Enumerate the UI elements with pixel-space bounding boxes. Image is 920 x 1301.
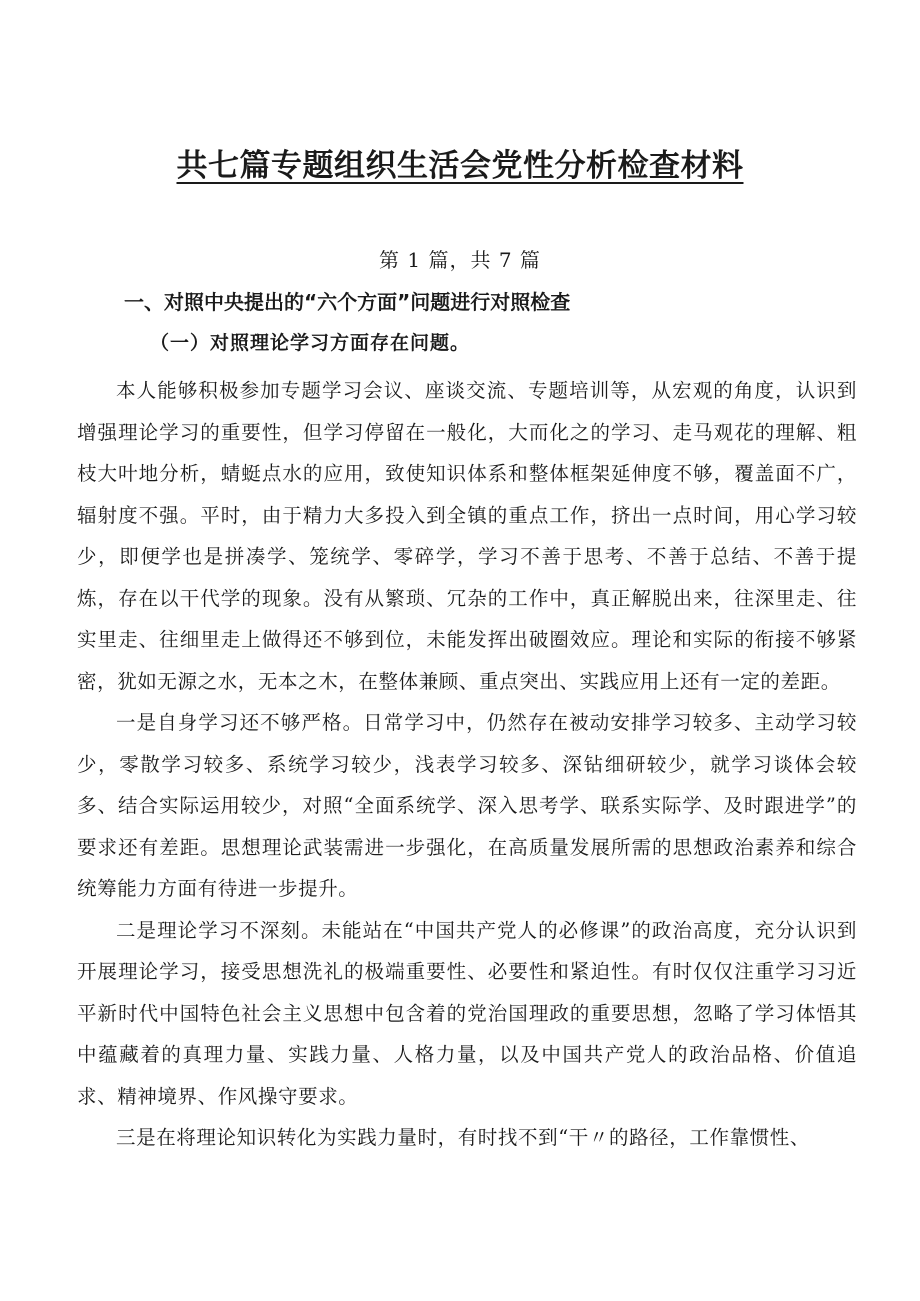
section-heading: 一、对照中央提出的“六个方面”问题进行对照检查 [124,290,571,314]
paragraph: 本人能够积极参加专题学习会议、座谈交流、专题培训等，从宏观的角度，认识到增强理论学习的重要性，但学习停留在一般化，大而化之的学习、走马观花的理解、粗枝大叶地分析，蜻蜓点水的应用，致使知识体系和整体框架延伸度不够，覆盖面不广，辐射度不强。平时，由于精力大多投入到全镇的重点工作，挤出一点时间，用心学习较少，即便学也是拼凑学、笼统学、零碎学，学习不善于思考、不善于总结、不善于提炼，存在以干代学的现象。没有从繁琐、冗杂的工作中，真正解脱出来，往深里走、往实里走、往细里走上做得还不够到位，未能发挥出破圈效应。理论和实际的衔接不够紧密，犹如无源之水，无本之木，在整体兼顾、重点突出、实践应用上还有一定的差距。 [77,379,857,693]
subsection-heading: （一）对照理论学习方面存在问题。 [150,332,471,354]
paragraph: 二是理论学习不深刻。未能站在“中国共产党人的必修课”的政治高度，充分认识到开展理论学习，接受思想洗礼的极端重要性、必要性和紧迫性。有时仅仅注重学习习近平新时代中国特色社会主义思想中包含着的党治国理政的重要思想，忽略了学习体悟其中蕴藏着的真理力量、实践力量、人格力量，以及中国共产党人的政治品格、价值追求、精神境界、作风操守要求。 [77,918,857,1108]
paragraph: 一是自身学习还不够严格。日常学习中，仍然存在被动安排学习较多、主动学习较少，零散学习较多、系统学习较少，浅表学习较多、深钻细研较少，就学习谈体会较多、结合实际运用较少，对照“全面系统学、深入思考学、联系实际学、及时跟进学”的要求还有差距。思想理论武装需进一步强化，在高质量发展所需的思想政治素养和综合统筹能力方面有待进一步提升。 [77,711,857,900]
paragraph: 三是在将理论知识转化为实践力量时，有时找不到“干〃的路径，工作靠惯性、 [116,1126,810,1149]
document-title [0,140,920,185]
document-body [77,370,857,1159]
part-label: 第 1 篇，共 7 篇 [379,248,541,272]
document-title-text: 共七篇专题组织生活会党性分析检查材料 [176,148,744,184]
